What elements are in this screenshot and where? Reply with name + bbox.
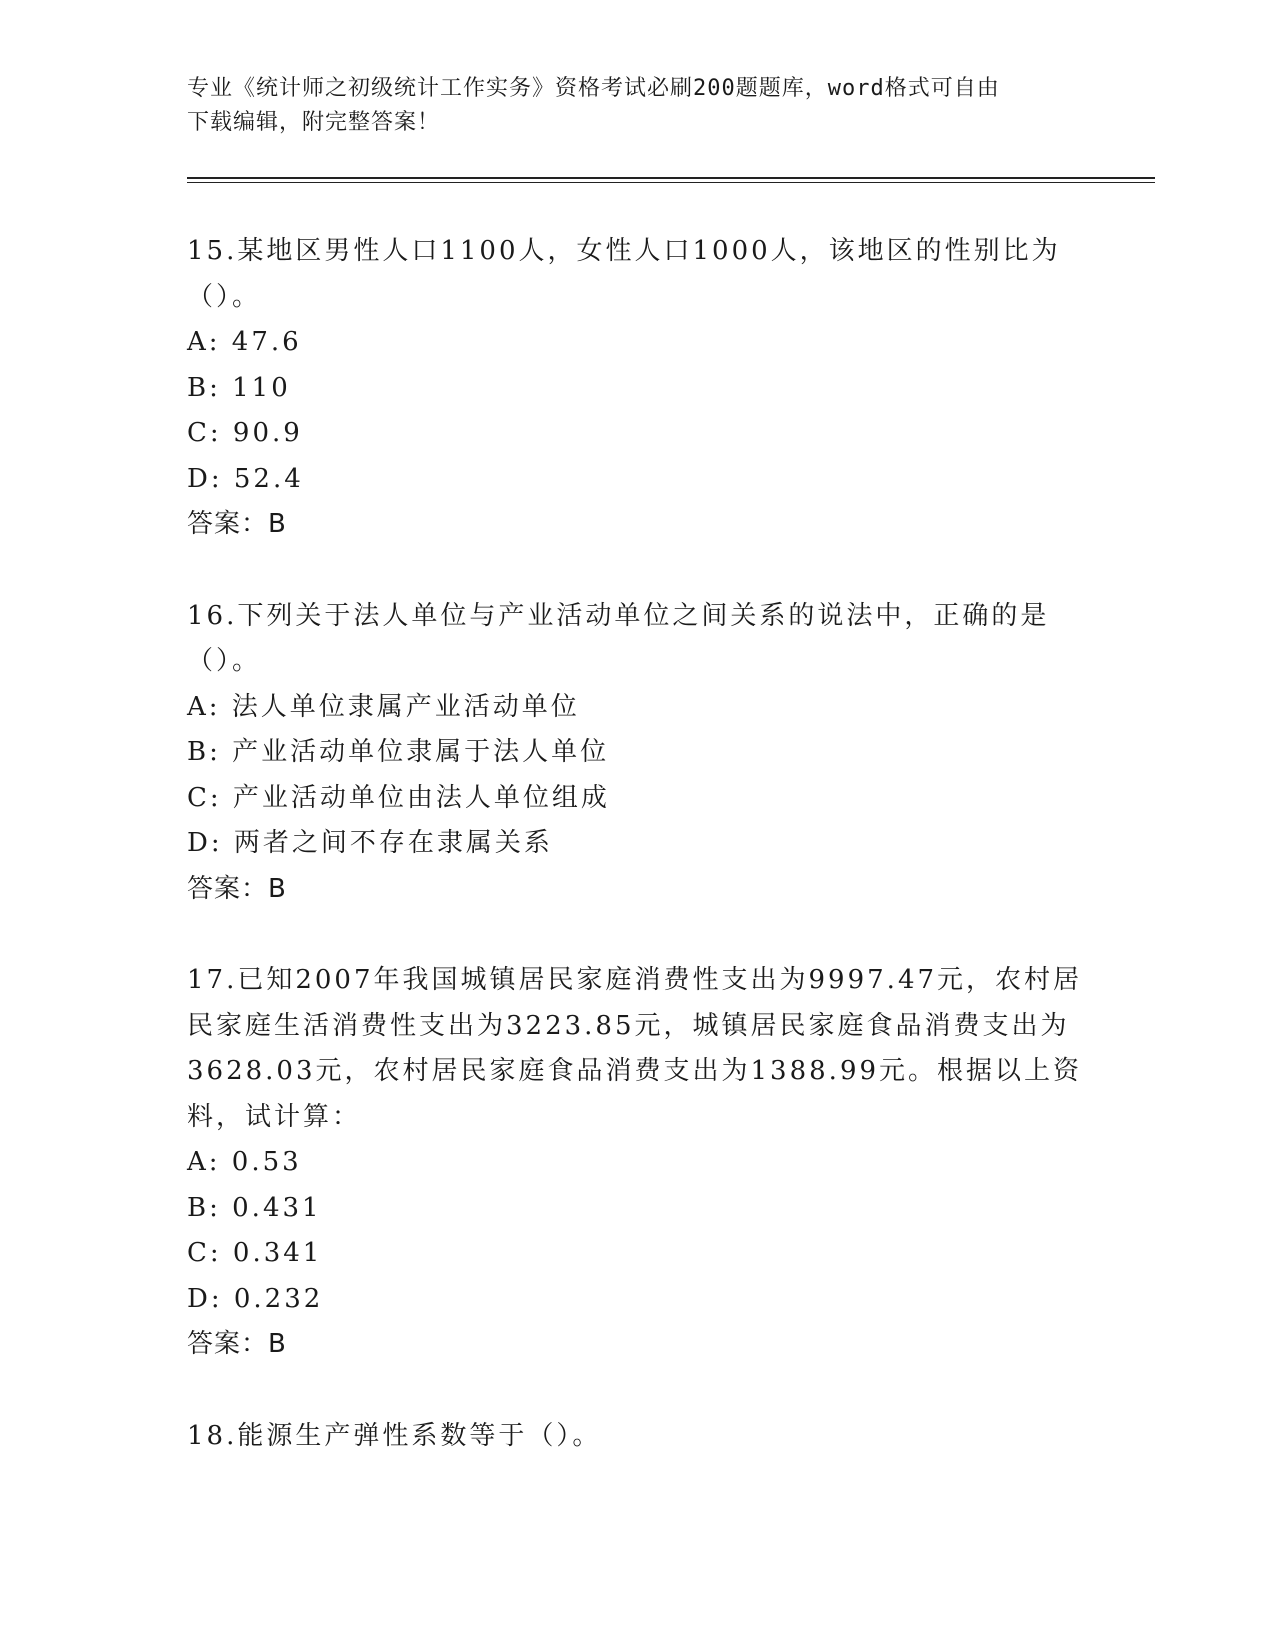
option-b: B: 0.431	[187, 1192, 322, 1223]
question-18	[187, 1414, 1087, 1460]
option-d: D: 0.232	[187, 1283, 324, 1314]
question-15	[187, 229, 1087, 548]
option-a: A: 47.6	[187, 327, 302, 357]
question-17	[187, 958, 1087, 1368]
option-a: A: 0.53	[187, 1147, 302, 1177]
question-stem: 15.某地区男性人口1100人，女性人口1000人，该地区的性别比为（）。	[187, 236, 1061, 312]
option-d: D: 两者之间不存在隶属关系	[187, 828, 553, 858]
header-divider-thin	[187, 182, 1155, 183]
question-stem: 17.已知2007年我国城镇居民家庭消费性支出为9997.47元，农村居民家庭生活消费性支出为3223.85元，城镇居民家庭食品消费支出为3628.03元，农村居民家庭食品消费支出为1388.99元。根据以上资料，试计算：	[187, 965, 1083, 1132]
document-header	[187, 72, 1087, 140]
question-16	[187, 594, 1087, 913]
option-b: B: 110	[187, 372, 291, 403]
option-d: D: 52.4	[187, 463, 304, 494]
option-a: A: 法人单位隶属产业活动单位	[187, 691, 580, 722]
option-c: C: 90.9	[187, 418, 303, 448]
answer-label: 答案：B	[187, 873, 287, 904]
option-c: C: 0.341	[187, 1238, 323, 1268]
header-divider-thick	[187, 177, 1155, 179]
option-b: B: 产业活动单位隶属于法人单位	[187, 737, 610, 767]
option-c: C: 产业活动单位由法人单位组成	[187, 782, 610, 813]
header-title-line-2: 下载编辑，附完整答案！	[187, 110, 441, 135]
question-stem: 18.能源生产弹性系数等于（）。	[187, 1420, 602, 1451]
answer-label: 答案：B	[187, 509, 287, 539]
answer-label: 答案：B	[187, 1329, 287, 1359]
question-list	[187, 229, 1087, 1505]
question-stem: 16.下列关于法人单位与产业活动单位之间关系的说法中，正确的是（）。	[187, 600, 1050, 676]
header-title-line-1: 专业《统计师之初级统计工作实务》资格考试必刷200题题库，word格式可自由	[187, 76, 1000, 101]
